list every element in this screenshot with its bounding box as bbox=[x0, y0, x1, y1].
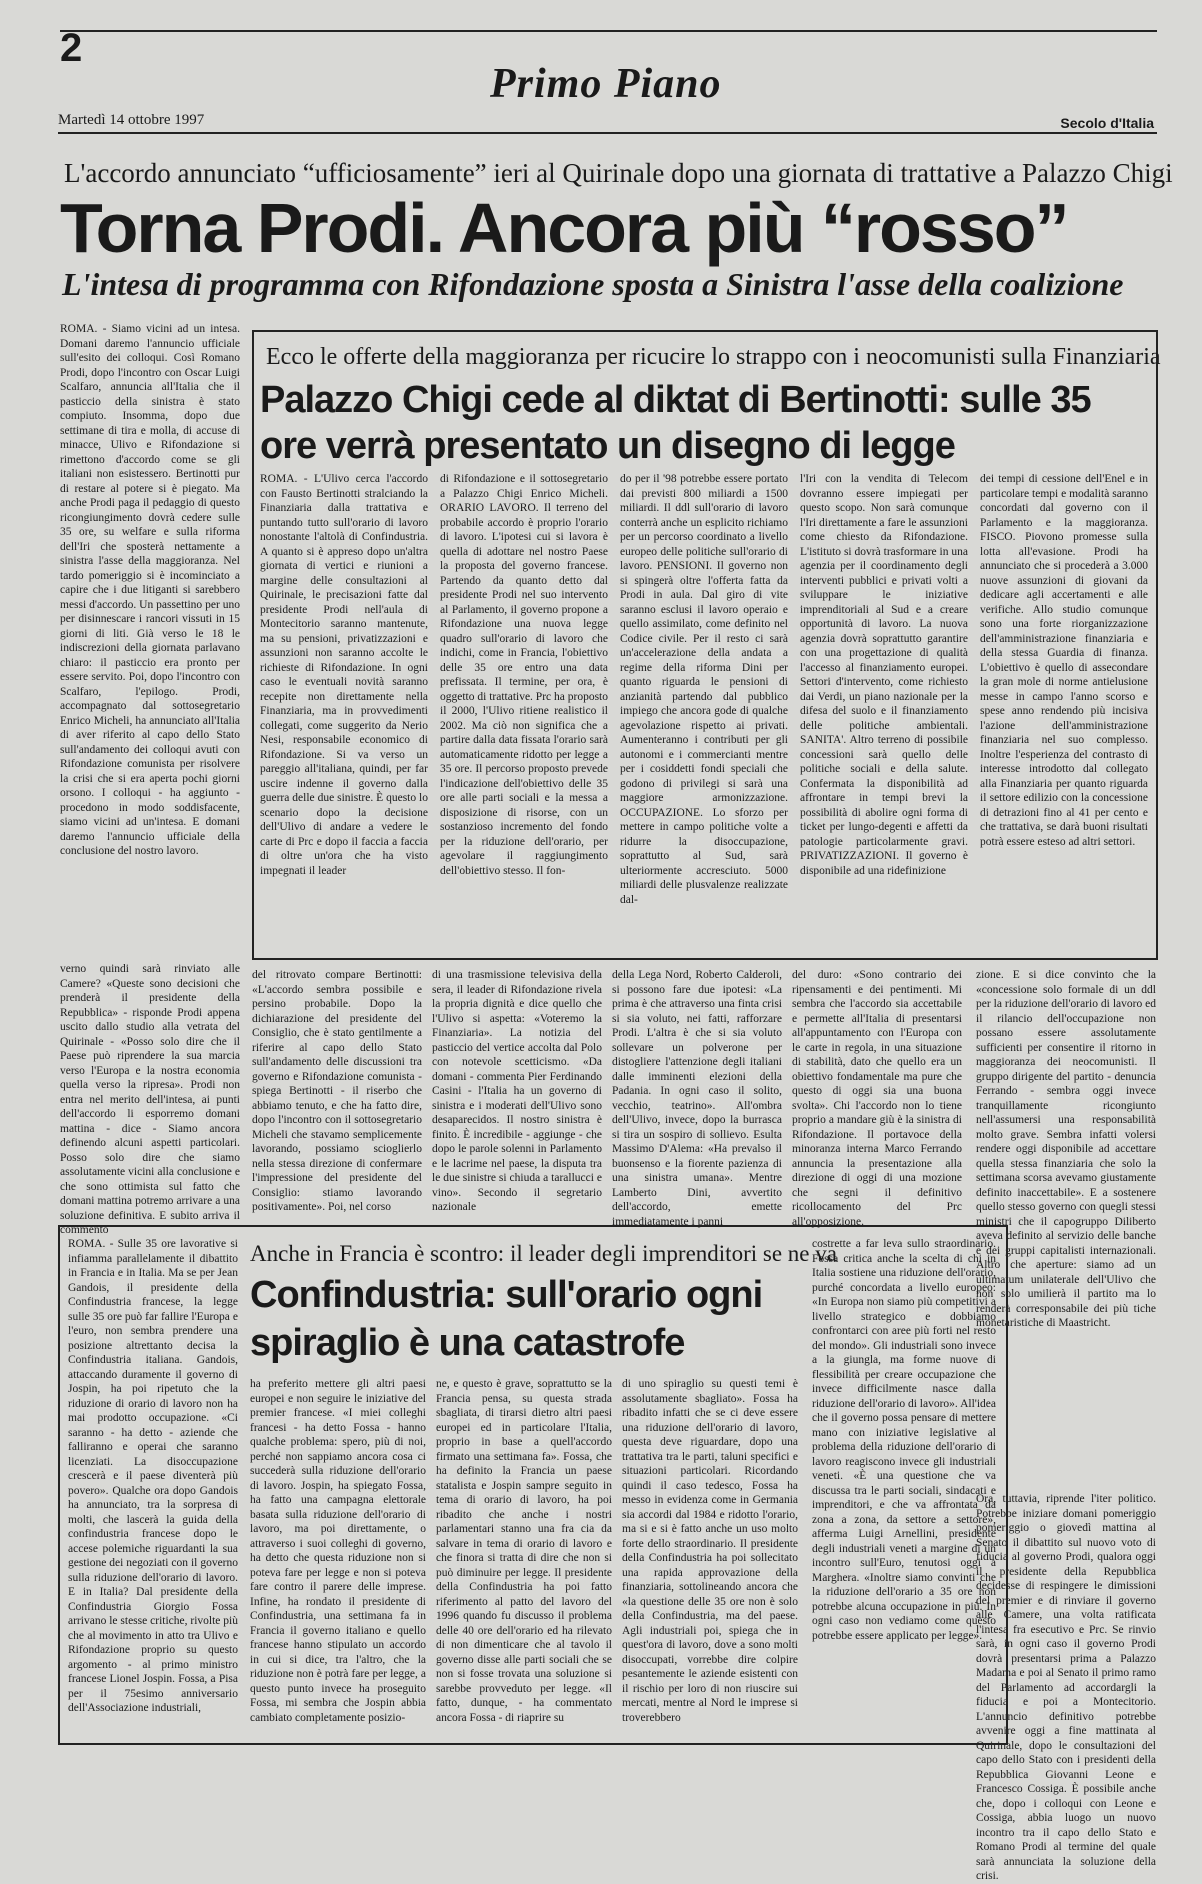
top-rule bbox=[60, 30, 1157, 32]
confindustria-text-block: di uno spiraglio su questi temi è assolutamente sbagliato». Fossa ha ribadito infatti che se ci deve essere una riduzione dell'orario di lavoro, questa deve riguardare, dopo una trattativa tra le parti, taluni specifici e situazioni particolari. Ricordando quindi il caso tedesco, Fossa ha messo in evidenza come in Germania sia accordi dal 1984 e ridotto l'orario, ma si e si è fatto anche un uso molto forte dello straordinario. Il presidente della Confindustria ha poi sollecitato una rapida approvazione della finanziaria, sottolineando ancora che «la questione delle 35 ore non è solo della Confindustria, ma del paese. Agli industriali poi, spiega che in quest'ora di lavoro, dove a sono molti disoccupati, vorrebbe dire colpire pesantemente le aziende esistenti con il rischio per loro di non riuscire sui mercati, mentre al Nord le imprese si troverebbero bbox=[622, 1378, 798, 1724]
lead-column-3 bbox=[432, 968, 602, 1218]
box-text-block: do per il '98 potrebbe essere portato dai previsti 800 miliardi a 1500 miliardi. Il ddl sull'orario di lavoro conterrà anche un esplicito richiamo per un percorso coordinato a livello europeo delle politiche sull'orario di lavoro. PENSIONI. Il governo non si spingerà oltre l'offerta fatta da Prodi in aula. Dal giro di vite saranno esclusi il lavoro operaio e quello assimilato, come definito nel Codice civile. Per il resto ci sarà un'accelerazione della andata a regime della riforma Dini per quanto riguarda le pensioni di anzianità partendo dal pubblico impiego che ancora gode di qualche agevolazione rispetto ai privati. Aumenteranno i contributi per gli autonomi e i commercianti mentre per i cosiddetti fondi speciali che godono di privilegi si sarà una maggiore armonizzazione. OCCUPAZIONE. Lo sforzo per mettere in campo politiche volte a ridurre la disoccupazione, soprattutto al Sud, sarà ulteriormente accresciuto. 5000 miliardi delle plusvalenze realizzate dal- bbox=[620, 473, 788, 906]
lead-text-block: del ritrovato compare Bertinotti: «L'accordo sembra possibile e persino probabile. Dopo la dichiarazione del presidente del Consiglio, che è stato gentilmente a riferire al capo dello Stato sull'andamento delle discussioni tra governo e Rifondazione comunista - spiega Bertinotti - il riserbo che abbiamo tenuto, e che ha fatto dire, dopo l'incontro con il sottosegretario Micheli che stavamo semplicemente lavorando, possiamo scioglierlo nella stessa direzione di confermare l'impressione del presidente del Consiglio: stiamo lavorando positivamente». Poi, nel corso bbox=[252, 969, 422, 1213]
lead-column-4 bbox=[612, 968, 782, 1228]
lead-text-block: della Lega Nord, Roberto Calderoli, si possono fare due ipotesi: «La prima è che attraverso una finta crisi si sia voluto, nei fatti, rafforzare Prodi. L'altra è che si sia voluto sollevare un polverone per distogliere l'attenzione degli italiani dalle imminenti elezioni della Padania. In ogni caso il solito, vecchio, teatrino». All'ombra dell'Ulivo, invece, dopo la burrasca si tira un sospiro di sollievo. Esulta Massimo D'Alema: «Ha prevalso il buonsenso e la fiorente pazienza di una sinistra umana». Mentre Lamberto Dini, avvertito dell'accordo, emette immediatamente i panni bbox=[612, 969, 782, 1228]
box-column-1 bbox=[260, 472, 428, 942]
lead-column-1-top bbox=[60, 322, 240, 962]
lead-column-5 bbox=[792, 968, 962, 1228]
confindustria-text-block: ha preferito mettere gli altri paesi europei e non seguire le iniziative del premier francese. «I miei colleghi francesi - ha detto Fossa - hanno qualche problema: spero, più di noi, perché non sappiamo ancora cosa ci succederà sulla riduzione dell'orario di lavoro. Jospin, ha spiegato Fossa, ha fatto una campagna elettorale basata sulla riduzione dell'orario di lavoro, ma poi direttamente, o attraverso i suoi colleghi di governo, ha detto che questa riduzione non si poteva fare per legge e non si poteva fare contro il parere delle imprese. Infine, ha rondato il presidente di Confindustria, una settimana fa in Francia il governo italiano e quello francese hanno stipulato un accordo in cui si dice, tra l'altro, che la riduzione non è potrà fare per legge, a questo punto invece ha proseguito Fossa, mi sembra che Jospin abbia cambiato completamente posizio- bbox=[250, 1378, 426, 1724]
box-column-3 bbox=[620, 472, 788, 942]
confindustria-headline: Confindustria: sull'orario ogni spiraglio è una catastrofe bbox=[250, 1274, 763, 1364]
masthead: Secolo d'Italia bbox=[1060, 115, 1154, 131]
confindustria-column-1 bbox=[68, 1237, 238, 1737]
header-rule bbox=[58, 132, 1157, 134]
confindustria-column-4 bbox=[622, 1377, 798, 1737]
confindustria-column-3 bbox=[436, 1377, 612, 1737]
lead-subhead: L'intesa di programma con Rifondazione sposta a Sinistra l'asse della coalizione bbox=[62, 266, 1124, 302]
lead-kicker: L'accordo annunciato “ufficiosamente” ieri al Quirinale dopo una giornata di trattative a Palazzo Chigi bbox=[64, 158, 1173, 188]
lead-text-block: ROMA. - Siamo vicini ad un intesa. Domani daremo l'annuncio ufficiale sull'esito dei colloqui. Così Romano Prodi, dopo l'incontro con Oscar Luigi Scalfaro, annuncia all'Italia che il pasticcio della sinistra è stato compiuto. Insomma, dopo due settimane di tira e molla, di accuse di minacce, Ulivo e Rifondazione si rimettono d'accordo come se gli italiani non esistessero. Bertinotti pur di restare al potere si è piegato. Ma anche Prodi paga il pedaggio di questo ricongiungimento dovrà cedere sulle 35 ore, su welfare e sulla riforma dell'Iri che sposterà nettamente a sinistra l'asse della maggioranza. Nel tardo pomeriggio si è incominciato a capire che i due litiganti si sarebbero messi d'accordo. Un passettino per uno per disinnescare i rancori vissuti in 15 giorni di liti. Già verso le 18 le indiscrezioni della giornata parlavano chiaro: il pasticcio era pronto per essere servito. Poi, dopo l'incontro con Scalfaro, l'epilogo. Prodi, accompagnato dal sottosegretario Enrico Micheli, ha annunciato all'Italia di aver riferito al capo dello Stato sull'andamento dei colloqui avuti con Rifondazione comunista per risolvere la crisi che si era aperta pochi giorni orsono. I colloqui - ha aggiunto - procedono in modo soddisfacente, siamo vicini ad un'intesa. E domani daremo l'annuncio ufficiale della conclusione del nostro lavoro. bbox=[60, 323, 240, 857]
lead-text-block: Ora, tuttavia, riprende l'iter politico. Potrebbe iniziare domani pomeriggio pomeriggio o giovedì mattina al Senato il dibattito sul nuovo voto di fiducia al governo Prodi, qualora oggi il presidente della Repubblica decidesse di respingere le dimissioni del premier e di rinviare il governo alle Camere, una volta ratificata l'intesa fra esecutivo e Prc. Se rinvio sarà, in ogni caso il governo Prodi dovrà presentarsi prima a Palazzo Madama e poi al Senato il primo ramo del Parlamento ad accordargli la fiducia e poi a Montecitorio. L'annuncio definitivo potrebbe avvenire oggi a fine mattinata al Quirinale, dopo le consultazioni del capo dello Stato con i presidenti della Repubblica Giovanni Leone e Francesco Cossiga. È possibile anche che, dopo i colloqui con Leone e Cossiga, abbia luogo un nuovo incontro tra il capo dello Stato e Romano Prodi al termine del quale sarà annunciata la soluzione della crisi. bbox=[976, 1493, 1156, 1882]
lead-headline: Torna Prodi. Ancora più “rosso” bbox=[60, 189, 1068, 267]
box-text-block: di Rifondazione e il sottosegretario a Palazzo Chigi Enrico Micheli. ORARIO LAVORO. Il terreno del probabile accordo è proprio l'orario di lavoro. L'ipotesi cui si lavora è quella di adottare nel nostro Paese la proposta del governo francese. Partendo da quanto detto dal presidente Prodi nel suo intervento al Parlamento, il governo propone a Rifondazione una nuova legge quadro sull'orario di lavoro che indichi, come in Francia, l'obiettivo delle 35 ore entro una data prefissata. Il termine, per ora, è oggetto di trattative. Prc ha proposto il 2000, l'Ulivo ritiene realistico il 2002. Ma ciò non significa che a partire dalla data fissata l'orario sarà automaticamente ridotto per legge a 35 ore. Il percorso proposto prevede l'indicazione dell'obiettivo delle 35 ore alle parti sociali e la messa a disposizione di risorse, con un sostanzioso incremento del fondo per la riduzione dell'orario, per agevolare il raggiungimento dell'obiettivo stesso. Il fon- bbox=[440, 473, 608, 877]
confindustria-text-block: costrette a far leva sullo straordinario. Fossa critica anche la scelta di chi in Italia sostiene una riduzione dell'orario, purché concordata a livello europeo: «In Europa non siamo più competitivi a livello strategico e dobbiamo confrontarci con aree più forti nel resto del mondo». Gli industriali sono invece a la giungla, ma forme nuove di flessibilità per creare occupazione che invece difficilmente nasce dalla riduzione dell'orario di lavoro». All'idea che il governo possa pensare di mettere mano con iniziative legislative al problema della riduzione dell'orario di lavoro reagiscono invece gli industriali veneti. «È una questione che va discussa tra le parti sociali, sindacati e imprenditori, e che va affrontata da zona a zona, da settore a settore», afferma Luigi Arnellini, presidente degli industriali veneti a margine di un incontro sull'Euro, tenutosi oggi a Marghera. «Inoltre siamo convinti che la riduzione dell'orario a 35 ore non potrebbe alcuna occupazione in più. In ogni caso non vediamo come questo potrebbe essere applicato per legge». bbox=[812, 1238, 996, 1642]
date-line: Martedì 14 ottobre 1997 bbox=[58, 112, 205, 128]
confindustria-column-2 bbox=[250, 1377, 426, 1737]
confindustria-box bbox=[58, 1225, 1008, 1745]
box-kicker: Ecco le offerte della maggioranza per ricucire lo strappo con i neocomunisti sulla Finanziaria bbox=[266, 344, 1161, 370]
page-number: 2 bbox=[60, 26, 83, 70]
box-column-4 bbox=[800, 472, 968, 942]
lead-text-block: zione. E si dice convinto che la «concessione solo formale di un ddl per la riduzione dell'orario di lavoro ed il rilancio dell'occupazione non possano essere assolutamente sufficienti per consentire il ritorno in maggioranza dei neocomunisti. Il gruppo dirigente del partito - denuncia Ferrando - sembra oggi invece tranquillamente ricongiunto nell'assumersi una responsabilità molto grave. Sembra infatti volersi rendere oggi disponibile ad accettare quella stessa finanziaria che solo la settimana scorsa avevamo giustamente definito inaccettabile». E a sostenere quello stesso governo con quegli stessi ministri che il capogruppo Diliberto aveva definito al servizio delle banche e dei gruppi capitalisti internazionali. Altro che aperture: siamo ad un ultimatum unilaterale dell'Ulivo che non solo umilierà il partito ma lo renderà corresponsabile dei più tiche monetaristiche di Maastricht. bbox=[976, 969, 1156, 1329]
confindustria-kicker: Anche in Francia è scontro: il leader degli imprenditori se ne va bbox=[250, 1241, 837, 1266]
confindustria-text-block: ROMA. - Sulle 35 ore lavorative si infiamma parallelamente il dibattito in Francia e in Italia. Ma se per Jean Gandois, il presidente della Confindustria francese, la legge sulle 35 ore può far fallire l'Europa e l'euro, non sembra prendere una posizione altrettanto decisa la Confindustria italiana. Gandois, attaccando duramente il governo di Jospin, ha poi ripetuto che la riduzione di orario di lavoro non ha mai prodotto occupazione. «Ci saranno - ha detto - aziende che falliranno e operai che saranno licenziati. La disoccupazione crescerà e il paese diventerà più povero». Qualche ora dopo Gandois ha annunciato, tra la sorpresa di molti, che lascerà la guida della confindustria francese dopo le accese polemiche riguardanti la sua gestione dei negoziati con il governo sulla riduzione dell'orario di lavoro. E in Italia? Dal presidente della Confindustria Giorgio Fossa arrivano le stesse critiche, rivolte più che al movimento in atto tra Ulivo e Rifondazione proprio su questo argomento - al primo ministro francese Lionel Jospin. Fossa, a Pisa per il 75esimo anniversario dell'Associazione industriali, bbox=[68, 1238, 238, 1714]
box-headline: Palazzo Chigi cede al diktat di Bertinotti: sulle 35 ore verrà presentato un disegno di legge bbox=[260, 379, 1091, 467]
box-story bbox=[252, 330, 1161, 960]
box-text-block: l'Iri con la vendita di Telecom dovranno essere impiegati per questo scopo. Non sarà comunque l'Iri direttamente a fare le assunzioni come chiesto da Rifondazione. L'istituto si dovrà trasformare in una agenzia per il coordinamento degli interventi pubblici e privati volti a sviluppare le iniziative imprenditoriali al Sud e a creare opportunità di lavoro. La nuova agenzia dovrà soprattutto garantire con una progettazione di qualità l'accesso al finanziamento europei. Settori d'intervento, come richiesto dai Verdi, un piano nazionale per la difesa del suolo e il finanziamento delle politiche ambientali. SANITA'. Altro terreno di possibile concessioni sarà quello delle politiche sociali e della salute. Confermata la disponibilità ad affrontare in tempi brevi la possibilità di abolire ogni forma di ticket per lungo-degenti e affetti da patologie particolarmente gravi. PRIVATIZZAZIONI. Il governo è disponibile ad una ridefinizione bbox=[800, 473, 968, 877]
box-columns bbox=[260, 472, 1152, 942]
lead-column-1-bottom bbox=[60, 962, 240, 1236]
lead-column-2 bbox=[252, 968, 422, 1218]
lead-text-block: del duro: «Sono contrario dei ripensamenti e dei pentimenti. Mi sembra che l'accordo sia accettabile e permette all'Italia di presentarsi all'appuntamento con l'Europa con le carte in regola, in una situazione di stabilità, dato che quello era un obiettivo fondamentale ma pure che questo di oggi sia una buona svolta». Chi l'accordo non lo tiene proprio a mandare giù è la sinistra di Rifondazione. Il portavoce della minoranza interna Marco Ferrando annuncia la presentazione alla direzione di oggi di una mozione che segni il definitivo ricollocamento del Prc all'opposizione. bbox=[792, 969, 962, 1228]
section-title: Primo Piano bbox=[490, 61, 722, 107]
lead-text-block: di una trasmissione televisiva della sera, il leader di Rifondazione rivela la propria dignità e dice quello che l'Ulivo si aspetta: «Voteremo la Finanziaria». La notizia del pasticcio del vertice accolta dal Polo con notevole scetticismo. «Da domani - commenta Pier Ferdinando Casini - l'Italia ha un governo di sinistra e i moderati dell'Ulivo sono desaparecidos. Il nostro sinistra è finito. È incredibile - aggiunge - che dopo le parole solenni in Parlamento e le lacrime nel paese, la disputa tra le due sinistre si chiuda a tarallucci e vino». Secondo il segretario nazionale bbox=[432, 969, 602, 1213]
box-column-2 bbox=[440, 472, 608, 942]
confindustria-text-block: ne, e questo è grave, soprattutto se la Francia pensa, su questa strada sbagliata, di tirarsi dietro altri paesi europei ed in particolare l'Italia, proprio in base a quell'accordo firmato una settimana fa». Fossa, che ha definito la Francia un paese statalista e Jospin sampre seguito in tema di orario di lavoro, ha poi ribadito che anche i nostri parlamentari stanno una fra cia da salvare in tema di orario di lavoro e che finora si tratta di dire che non si può diminuire per legge. Il presidente della Confindustria ha poi fatto riferimento al patto del lavoro del 1996 quando fu discusso il problema delle 40 ore dell'orario ed ha rilevato di non dimenticare che al tavolo il governo disse alle parti sociali che se non si fosse trovata una soluzione si sarebbe provveduto per legge. «Il fatto, dunque, - ha commentato ancora Fossa - di riaprire su bbox=[436, 1378, 612, 1724]
confindustria-column-5 bbox=[812, 1237, 996, 1737]
lead-text-block: verno quindi sarà rinviato alle Camere? «Queste sono decisioni che prenderà il presidente della Repubblica» - risponde Prodi appena uscito dallo studio alla vetrata del Quirinale - «Posso solo dire che il Paese può riprendere la sua marcia verso l'Europa e la nostra economia quella verso la ripresa». Prodi non entra nel merito dell'intesa, ai punti dell'accordo li esporremo domani mattina - dice - Siamo ancora definendo alcuni aspetti particolari. Posso solo dire che siamo assolutamente vicini alla conclusione e che sono ottimista sul fatto che domani mattina potremo arrivare a una soluzione definitiva. E subito arriva il commento bbox=[60, 963, 240, 1236]
box-text-block: ROMA. - L'Ulivo cerca l'accordo con Fausto Bertinotti stralciando la Finanziaria dalla trattativa e puntando tutto sull'orario di lavoro nonostante l'altolà di Confindustria. A quanto si è appreso dopo un'altra giornata di vertici e riunioni a margine delle consultazioni al Quirinale, le precisazioni fatte dal presidente Prodi nell'aula di Montecitorio saranno mantenute, ma su pensioni, privatizzazioni e assunzioni non saranno accolte le richieste di Rifondazione. In ogni caso le eventuali novità saranno recepite non direttamente nella Finanziaria, ma in provvedimenti collegati, come suggerito da Nerio Nesi, responsabile economico di Rifondazione. Si va verso un pareggio all'italiana, quindi, per far uscire indenne il governo dalla guerra delle due sinistre. È questo lo scenario dopo la decisione dell'Ulivo di andare a vedere le carte di Prc e dopo il faccia a faccia di oltre un'ora che ha visto impegnati il leader bbox=[260, 473, 428, 877]
box-text-block: dei tempi di cessione dell'Enel e in particolare tempi e modalità saranno concordati dal governo con il Parlamento e la maggioranza. FISCO. Piovono promesse sulla lotta all'evasione. Prodi ha annunciato che si procederà a 3.000 nuove assunzioni di giovani da dedicare agli accertamenti e alle verifiche. Allo studio comunque sono una forte riorganizzazione dell'amministrazione finanziaria e della stessa Guardia di finanza. L'obiettivo è quello di assecondare la gran mole di norme antielusione messe in campo l'anno scorso e spese anno rendendo più incisiva l'azione dell'amministrazione finanziaria nel suo complesso. Inoltre l'esperienza del contrasto di interesse introdotto dal collegato alla Finanziaria per quanto riguarda il settore edilizio con la concessione di detrazioni fino al 41 per cento e che trattativa, se darà buoni risultati potrà essere esteso ad altri settori. bbox=[980, 473, 1148, 848]
box-column-5 bbox=[980, 472, 1148, 942]
